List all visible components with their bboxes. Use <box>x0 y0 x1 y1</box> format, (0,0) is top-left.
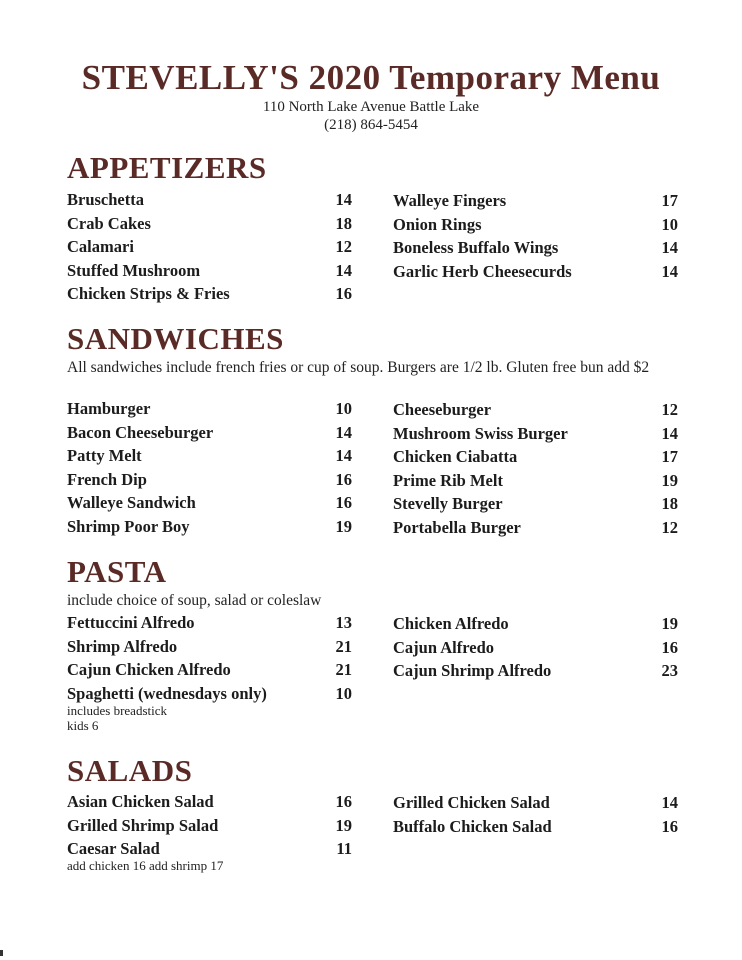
item-price: 16 <box>661 637 678 657</box>
item-price: 12 <box>661 517 678 537</box>
item-name: Grilled Shrimp Salad <box>67 815 219 835</box>
appetizers-left-column <box>67 190 352 308</box>
menu-item-bacon-cheeseburger <box>67 423 352 447</box>
item-name: Prime Rib Melt <box>393 470 503 490</box>
menu-item-grilled-shrimp-salad <box>67 816 352 840</box>
item-name: Onion Rings <box>393 214 482 234</box>
menu-item-stevelly-burger <box>393 494 678 518</box>
item-name: Shrimp Poor Boy <box>67 516 190 536</box>
menu-item-calamari <box>67 237 352 261</box>
menu-item-boneless-wings <box>393 238 678 262</box>
item-name: Mushroom Swiss Burger <box>393 423 568 443</box>
item-price: 14 <box>661 261 678 281</box>
item-name: Cajun Alfredo <box>393 637 494 657</box>
salads-right-column <box>393 793 678 840</box>
menu-item-asian-chicken-salad <box>67 792 352 816</box>
item-price: 19 <box>661 614 678 633</box>
sandwiches-right-column <box>393 400 678 541</box>
item-price: 16 <box>335 493 352 512</box>
menu-item-stuffed-mushroom <box>67 261 352 285</box>
item-name: Spaghetti (wednesdays only) <box>67 683 267 703</box>
salads-heading: SALADS <box>67 753 193 788</box>
sandwiches-note: All sandwiches include french fries or cup of soup. Burgers are 1/2 lb. Gluten free bun add $2 <box>67 359 650 376</box>
item-name: Cajun Chicken Alfredo <box>67 660 231 679</box>
menu-item-bruschetta <box>67 190 352 214</box>
pasta-right-column <box>393 614 678 685</box>
menu-item-cheeseburger <box>393 400 678 424</box>
menu-item-cajun-shrimp-alfredo <box>393 661 678 685</box>
menu-item-crab-cakes <box>67 214 352 238</box>
menu-item-shrimp-alfredo <box>67 637 352 661</box>
item-price: 13 <box>335 613 352 632</box>
item-name: Bruschetta <box>67 190 144 209</box>
item-price: 14 <box>661 238 678 257</box>
item-name: Grilled Chicken Salad <box>393 793 550 812</box>
restaurant-phone: (218) 864-5454 <box>324 117 418 133</box>
item-price: 18 <box>661 494 678 513</box>
menu-item-hamburger <box>67 399 352 423</box>
menu-item-french-dip <box>67 470 352 494</box>
pasta-left-column <box>67 613 352 733</box>
item-name: Asian Chicken Salad <box>67 792 214 811</box>
item-price: 17 <box>661 447 678 466</box>
item-price: 14 <box>335 446 352 465</box>
item-name: Boneless Buffalo Wings <box>393 238 559 257</box>
restaurant-address: 110 North Lake Avenue Battle Lake <box>262 99 480 115</box>
item-price: 19 <box>335 815 352 835</box>
item-name: Chicken Ciabatta <box>393 447 518 466</box>
menu-item-grilled-chicken-salad <box>393 793 678 817</box>
appetizers-heading: APPETIZERS <box>67 150 267 185</box>
item-price: 19 <box>661 470 678 490</box>
menu-item-fettuccini-alfredo <box>67 613 352 637</box>
item-name: Bacon Cheeseburger <box>67 422 214 442</box>
item-price: 10 <box>335 683 352 703</box>
item-price: 14 <box>335 422 352 442</box>
item-price: 16 <box>335 792 352 811</box>
menu-item-chicken-strips <box>67 284 352 308</box>
item-name: Hamburger <box>67 399 151 418</box>
item-price: 18 <box>335 213 352 233</box>
item-price: 10 <box>661 214 678 234</box>
appetizers-right-column <box>393 191 678 285</box>
spaghetti-kids-price: kids 6 <box>67 717 99 733</box>
item-name: Patty Melt <box>67 446 142 465</box>
item-name: Portabella Burger <box>393 517 521 537</box>
item-price: 14 <box>335 260 352 280</box>
item-name: Calamari <box>67 237 134 256</box>
item-name: Garlic Herb Cheesecurds <box>393 261 572 281</box>
menu-item-patty-melt <box>67 446 352 470</box>
item-name: Cheeseburger <box>393 400 492 419</box>
menu-item-prime-rib-melt <box>393 471 678 495</box>
menu-item-cajun-alfredo <box>393 638 678 662</box>
spaghetti-breadstick-note: includes breadstick <box>67 702 167 718</box>
item-price: 17 <box>661 191 678 210</box>
item-name: Stevelly Burger <box>393 494 503 513</box>
item-price: 14 <box>661 423 678 443</box>
item-name: Buffalo Chicken Salad <box>393 816 552 836</box>
item-name: Walleye Fingers <box>393 191 507 210</box>
item-price: 16 <box>335 284 352 303</box>
item-price: 12 <box>661 400 678 419</box>
sandwiches-heading: SANDWICHES <box>67 321 284 356</box>
menu-item-caesar-salad <box>67 839 352 858</box>
item-price: 12 <box>335 237 352 256</box>
menu-item-cheesecurds <box>393 262 678 286</box>
item-name: Fettuccini Alfredo <box>67 613 195 632</box>
menu-item-walleye-fingers <box>393 191 678 215</box>
menu-item-mushroom-swiss <box>393 424 678 448</box>
item-name: Chicken Alfredo <box>393 614 509 633</box>
salads-left-column <box>67 792 352 873</box>
menu-item-chicken-ciabatta <box>393 447 678 471</box>
item-name: Stuffed Mushroom <box>67 260 201 280</box>
item-price: 21 <box>335 636 352 656</box>
item-name: Cajun Shrimp Alfredo <box>393 661 552 680</box>
menu-item-chicken-alfredo <box>393 614 678 638</box>
item-name: French Dip <box>67 469 147 489</box>
item-price: 14 <box>335 190 352 209</box>
caesar-addons-note: add chicken 16 add shrimp 17 <box>67 858 224 873</box>
item-name: Shrimp Alfredo <box>67 636 178 656</box>
item-price: 16 <box>661 816 678 836</box>
menu-title: STEVELLY'S 2020 Temporary Menu <box>81 58 661 97</box>
menu-item-portabella-burger <box>393 518 678 542</box>
item-price: 10 <box>335 399 352 418</box>
item-price: 14 <box>661 793 678 812</box>
menu-item-cajun-chicken-alfredo <box>67 660 352 684</box>
item-price: 21 <box>335 660 352 679</box>
sandwiches-left-column <box>67 399 352 540</box>
pasta-note: include choice of soup, salad or coleslaw <box>67 592 322 609</box>
menu-item-spaghetti <box>67 684 352 703</box>
item-name: Crab Cakes <box>67 213 151 233</box>
menu-item-buffalo-chicken-salad <box>393 817 678 841</box>
menu-item-walleye-sandwich <box>67 493 352 517</box>
item-price: 16 <box>335 469 352 489</box>
item-price: 11 <box>336 839 352 858</box>
item-name: Caesar Salad <box>67 839 160 858</box>
menu-item-shrimp-poor-boy <box>67 517 352 541</box>
item-name: Walleye Sandwich <box>67 493 196 512</box>
pasta-heading: PASTA <box>67 554 167 589</box>
item-name: Chicken Strips & Fries <box>67 284 230 303</box>
scan-mark <box>0 950 3 956</box>
item-price: 19 <box>335 516 352 536</box>
item-price: 23 <box>661 661 678 680</box>
menu-item-onion-rings <box>393 215 678 239</box>
